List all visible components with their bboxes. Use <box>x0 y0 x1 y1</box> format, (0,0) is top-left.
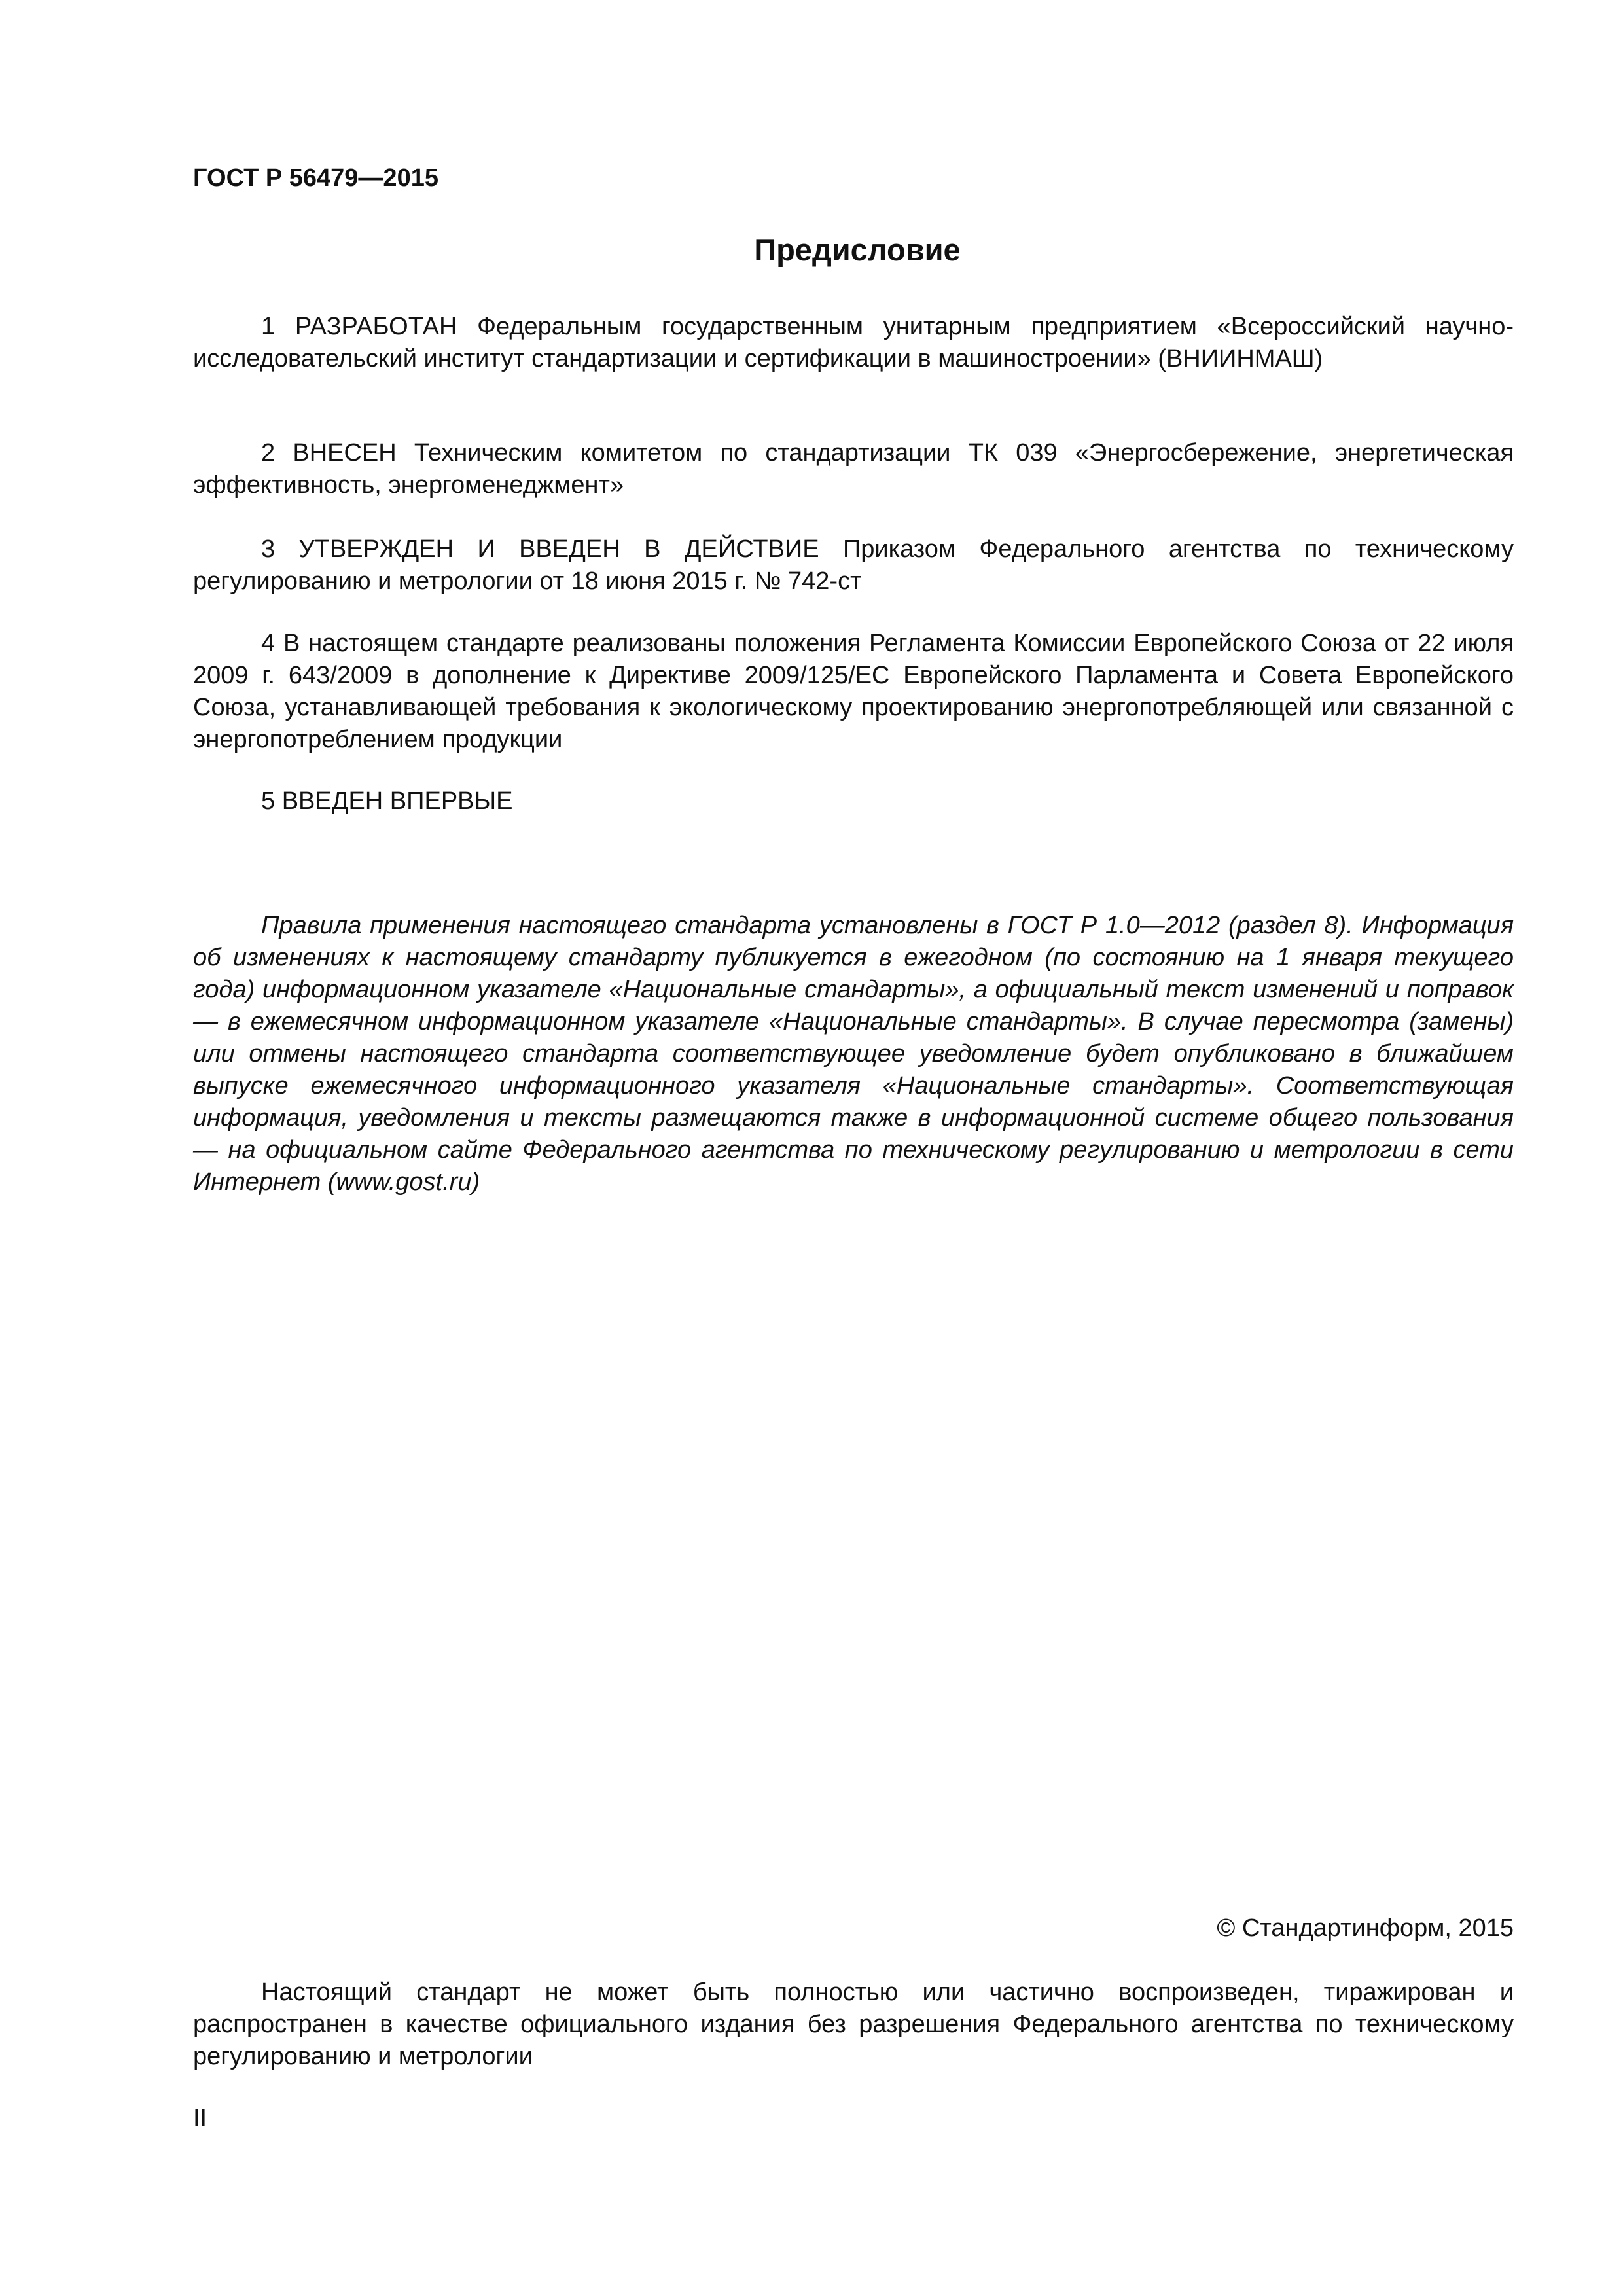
preface-item-4 <box>193 628 1514 756</box>
document-id: ГОСТ Р 56479—2015 <box>193 164 438 192</box>
preface-item-2 <box>193 437 1514 501</box>
preface-item-text: 4 В настоящем стандарте реализованы положения Регламента Комиссии Европейского Союза от 22 июля 2009 г. 643/2009 в дополнение к Директиве 2009/125/ЕС Европейского Парламента и Совета Европейского Союза, устанавливающей требования к экологическому проектированию энергопотребляющей или связанной с энергопотреблением продукции <box>193 630 1514 753</box>
preface-item-text: 1 РАЗРАБОТАН Федеральным государственным унитарным предприятием «Всероссийский научно-исследовательский институт стандартизации и сертификации в машиностроении» (ВНИИНМАШ) <box>193 313 1514 372</box>
preface-item-5 <box>193 785 1514 817</box>
application-rules-notice <box>193 910 1514 1198</box>
preface-title: Предисловие <box>754 232 961 267</box>
copyright-line: © Стандартинформ, 2015 <box>1217 1914 1514 1942</box>
preface-item-text: 5 ВВЕДЕН ВПЕРВЫЕ <box>261 787 513 815</box>
page-number: II <box>193 2105 207 2132</box>
reproduction-notice <box>193 1977 1514 2073</box>
reproduction-notice-text: Настоящий стандарт не может быть полностью или частично воспроизведен, тиражирован и распространен в качестве официального издания без разрешения Федерального агентства по техническому регулированию и метрологии <box>193 1979 1514 2070</box>
preface-item-text: 3 УТВЕРЖДЕН И ВВЕДЕН В ДЕЙСТВИЕ Приказом Федерального агентства по техническому регулированию и метрологии от 18 июня 2015 г. № 742-ст <box>193 535 1514 595</box>
preface-item-text: 2 ВНЕСЕН Техническим комитетом по стандартизации ТК 039 «Энергосбережение, энергетическая эффективность, энергоменеджмент» <box>193 439 1514 499</box>
notice-text: Правила применения настоящего стандарта установлены в ГОСТ Р 1.0—2012 (раздел 8). Информация об изменениях к настоящему стандарту публикуется в ежегодном (по состоянию на 1 января текущего года) информационном указателе «Национальные стандарты», а официальный текст изменений и поправок — в ежемесячном информационном указателе «Национальные стандарты». В случае пересмотра (замены) или отмены настоящего стандарта соответствующее уведомление будет опубликовано в ближайшем выпуске ежемесячного информационного указателя «Национальные стандарты». Соответствующая информация, уведомления и тексты размещаются также в информационной системе общего пользования — на официальном сайте Федерального агентства по техническому регулированию и метрологии в сети Интернет (www.gost.ru) <box>193 912 1514 1196</box>
preface-item-3 <box>193 533 1514 598</box>
preface-item-1 <box>193 311 1514 375</box>
